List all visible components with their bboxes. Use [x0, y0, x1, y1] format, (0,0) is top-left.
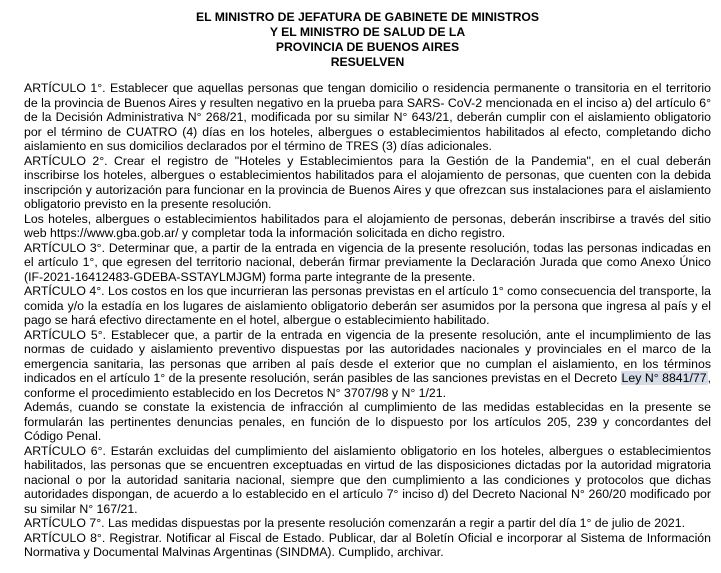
article-2-registration: Los hoteles, albergues o establecimientos habilitados para el alojamiento de personas, deberán inscribirse a través del sitio web https://www.gba.gob.ar/ y completar toda la información solicitada en dicho registro.	[24, 211, 711, 240]
highlighted-law-reference: Ley N° 8841/77	[621, 371, 707, 385]
article-8: ARTÍCULO 8°. Registrar. Notificar al Fiscal de Estado. Publicar, dar al Boletín Oficial e incorporar al Sistema de Información Normativa y Documental Malvinas Argentinas (SINDMA). Cumplido, archivar.	[24, 530, 711, 559]
article-4: ARTÍCULO 4°. Los costos en los que incurrieran las personas previstas en el artículo 1° como consecuencia del transporte, la comida y/o la estadía en los lugares de aislamiento obligatorio deberán ser asumidos por la persona que ingresa al país y el pago se hará efectivo directamente en el hotel, albergue o establecimiento habilitado.	[24, 284, 711, 327]
document-heading	[24, 10, 711, 70]
article-5-criminal-complaints: Además, cuando se constate la existencia de infracción al cumplimiento de las medidas establecidas en la presente se formularán las pertinentes denuncias penales, en función de lo dispuesto por los artículos 205, 239 y concordantes del Código Penal.	[24, 400, 711, 443]
heading-line-2: Y EL MINISTRO DE SALUD DE LA	[269, 25, 466, 39]
heading-line-3: PROVINCIA DE BUENOS AIRES	[275, 40, 460, 54]
article-6: ARTÍCULO 6°. Estarán excluidas del cumplimiento del aislamiento obligatorio en los hoteles, albergues o establecimientos habilitados, las personas que se encuentren exceptuadas en virtud de las disposiciones dictadas por la autoridad migratoria nacional o por la autoridad sanitaria nacional, siempre que den cumplimiento a las condiciones y protocolos que dichas autoridades dispongan, de acuerdo a lo establecido en el artículo 7° inciso d) del Decreto Nacional N° 260/20 modificado por su similar N° 167/21.	[24, 443, 711, 516]
article-5	[24, 328, 711, 401]
article-1: ARTÍCULO 1°. Establecer que aquellas personas que tengan domicilio o residencia permanente o transitoria en el territorio de la provincia de Buenos Aires y resulten negativo en la prueba para SARS- CoV-2 mencionada en el inciso a) del artículo 6° de la Decisión Administrativa N° 268/21, modificada por su similar N° 643/21, deberán cumplir con el aislamiento obligatorio por el término de CUATRO (4) días en los hoteles, albergues o establecimientos habilitados al efecto, completando dicho aislamiento en sus domicilios declarados por el término de TRES (3) días adicionales.	[24, 81, 711, 153]
article-2: ARTÍCULO 2°. Crear el registro de "Hoteles y Establecimientos para la Gestión de la Pandemia", en el cual deberán inscribirse los hoteles, albergues o establecimientos habilitados para el alojamiento de personas, que cuenten con la debida inscripción y autorización para funcionar en la provincia de Buenos Aires y que ofrezcan sus instalaciones para el aislamiento obligatorio previsto en la presente resolución.	[24, 153, 711, 211]
heading-line-4: RESUELVEN	[330, 55, 405, 69]
heading-line-1: EL MINISTRO DE JEFATURA DE GABINETE DE MINISTROS	[195, 10, 540, 24]
document-body	[24, 81, 711, 560]
article-5-text-end: , conforme el procedimiento establecido en los Decretos N° 3707/98 y N° 1/21.	[24, 371, 711, 400]
article-7: ARTÍCULO 7°. Las medidas dispuestas por la presente resolución comenzarán a regir a partir del día 1° de julio de 2021.	[24, 516, 686, 530]
article-3: ARTÍCULO 3°. Determinar que, a partir de la entrada en vigencia de la presente resolución, todas las personas indicadas en el artículo 1°, que egresen del territorio nacional, deberán firmar previamente la Declaración Jurada que como Anexo Único (IF-2021-16412483-GDEBA-SSTAYLMJGM) forma parte integrante de la presente.	[24, 240, 711, 284]
article-5-text: ARTÍCULO 5°. Establecer que, a partir de la entrada en vigencia de la presente resolución, ante el incumplimiento de las normas de cuidado y aislamiento preventivo dispuestas por las autoridades nacionales y provinciales en el marco de la emergencia sanitaria, las personas que arriben al país desde el exterior que no cumplan el aislamiento, en los términos indicados en el artículo 1° de la presente resolución, serán pasibles de las sanciones previstas en el Decreto	[24, 327, 711, 385]
